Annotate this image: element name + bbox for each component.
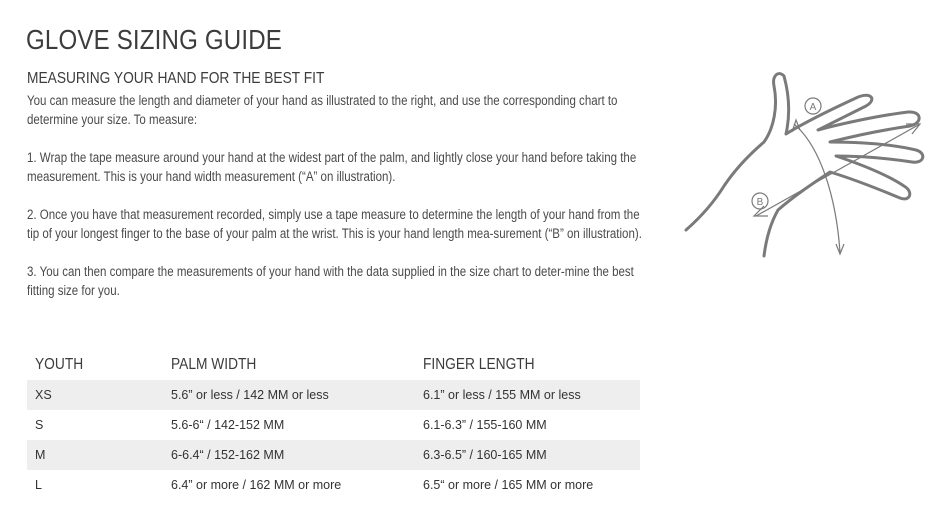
palm-width-cell: 5.6” or less / 142 MM or less	[163, 380, 415, 410]
instructions	[27, 91, 643, 319]
intro-paragraph: You can measure the length and diameter of your hand as illustrated to the right, and use the corresponding chart to determine your size. To measure:	[27, 93, 618, 127]
hand-measurement-illustration	[680, 66, 930, 266]
label-a: A	[809, 102, 817, 113]
header-palm-width: PALM WIDTH	[171, 356, 257, 373]
table-row	[27, 380, 640, 410]
table-row	[27, 440, 640, 470]
size-chart-table	[27, 350, 640, 500]
size-cell: XS	[27, 380, 163, 410]
label-b: B	[756, 197, 764, 208]
finger-length-cell: 6.5“ or more / 165 MM or more	[423, 478, 594, 492]
finger-length-cell: 6.3-6.5” / 160-165 MM	[415, 440, 640, 470]
palm-width-cell: 6.4” or more / 162 MM or more	[171, 478, 342, 492]
size-cell: M	[27, 440, 163, 470]
palm-width-cell: 6-6.4“ / 152-162 MM	[163, 440, 415, 470]
palm-width-cell: 5.6-6“ / 142-152 MM	[171, 418, 285, 432]
hand-outline	[686, 74, 923, 256]
size-cell: S	[35, 418, 44, 432]
finger-length-cell: 6.1-6.3” / 155-160 MM	[423, 418, 547, 432]
table-row	[27, 410, 640, 440]
header-youth: YOUTH	[35, 356, 84, 373]
step-1-paragraph: 1. Wrap the tape measure around your hand at the widest part of the palm, and lightly close your hand before taking the measurement. This is your hand width measurement (“A” on illustration).	[27, 150, 637, 184]
table-row	[27, 470, 640, 500]
length-measure-line	[756, 124, 920, 216]
page-title: GLOVE SIZING GUIDE	[26, 24, 282, 55]
table-header-row	[27, 350, 640, 380]
finger-length-cell: 6.1” or less / 155 MM or less	[415, 380, 640, 410]
size-cell: L	[35, 478, 42, 492]
header-finger-length: FINGER LENGTH	[423, 356, 535, 373]
step-3-paragraph: 3. You can then compare the measurements of your hand with the data supplied in the size chart to deter-mine the best fitting size for you.	[27, 264, 634, 298]
step-2-paragraph: 2. Once you have that measurement recorded, simply use a tape measure to determine the length of your hand from the tip of your longest finger to the base of your palm at the wrist. This is your hand length mea-surement (“B” on illustration).	[27, 207, 642, 241]
section-subtitle: MEASURING YOUR HAND FOR THE BEST FIT	[27, 70, 325, 87]
